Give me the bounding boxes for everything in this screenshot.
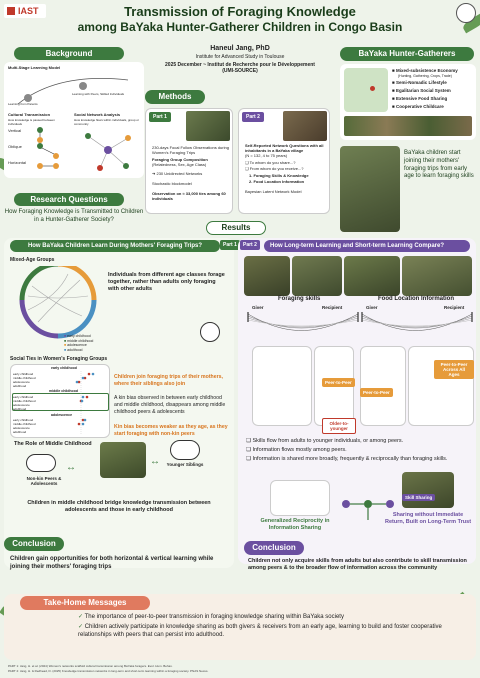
- mc-title: The Role of Middle Childhood: [14, 441, 92, 447]
- mc-arrow-left-icon: ↔: [66, 462, 76, 473]
- legend-item: ■ early childhood: [64, 334, 91, 338]
- learning-peers: Learning with Peers, Skilled Individuals: [72, 92, 125, 96]
- peer-to-peer-badge: Peer-to-Peer: [360, 388, 393, 397]
- takehome-item-1: ✓ The importance of peer-to-peer transmission in foraging knowledge sharing within BaYaka society: [78, 614, 344, 620]
- skill-sharing-label: Skill Sharing: [402, 494, 435, 501]
- bayaka-box: [340, 64, 476, 140]
- recipient-label: Recipient: [322, 305, 343, 310]
- part1-label: Part 1: [149, 112, 171, 122]
- food-plot-panel: [408, 346, 474, 426]
- part2-photo: [292, 256, 342, 296]
- bayaka-item-5: ■ Cooperative Childcare: [392, 104, 444, 109]
- cultural-title: Cultural Transmission: [8, 112, 51, 117]
- part2-line-2: (N = 132, 4 to 75 years): [245, 153, 288, 158]
- part2-line-6: 2. Food Location Information: [249, 179, 305, 184]
- reference-2: PART 2: Jang, H. & Redhead, D. (2025) Knowledge transmission networks in long-term and short-term learning within a foraging society. PNAS Nexus.: [8, 669, 209, 673]
- bayaka-photo-strip: [344, 116, 472, 136]
- part1-photo: [186, 111, 230, 141]
- ties-row: adulthood: [13, 407, 27, 411]
- bullet-icon: ■: [392, 88, 396, 93]
- part2-line-5: 1. Foraging Skills & Knowledge: [249, 173, 309, 178]
- reference-1: PART 1: Jang, H. et al. (2024) Women's networks scaffold cultural transmission among BaYaka foragers. Evol. Hum. Behav.: [8, 664, 173, 668]
- rq-heading: Research Questions: [14, 193, 124, 206]
- bayaka-photo-large: [340, 146, 400, 232]
- bayaka-item-1-sub: (Hunting, Gathering, Crops, Trade): [398, 74, 452, 78]
- reciprocity-network: [270, 480, 330, 516]
- background-box: [4, 62, 144, 178]
- part2-line-4: ❏ From whom do you receive...?: [245, 166, 304, 171]
- part2-photo: [244, 256, 290, 296]
- mc-arrow-right-icon: ↔: [150, 456, 160, 467]
- part1-line-1: 230-days Focal Follow Observations during Women's Foraging Trips: [152, 145, 229, 155]
- peer-to-peer-badge: Peer-to-Peer: [322, 378, 355, 387]
- conclusion2-text: Children not only acquire skills from adults but also contribute to skill transmission among peers & to the broader flow of information across the community: [248, 558, 467, 572]
- map-marker-icon: [370, 86, 375, 91]
- legend-item: ■ adulthood: [64, 347, 83, 352]
- ties-row: middle childhood: [13, 399, 36, 403]
- mc-label-1: Non-kin Peers & Adolescents: [26, 476, 62, 486]
- takehome-item-2: ✓ Children actively participate in knowledge sharing as both givers & receivers from an early age, learning to build and foster cooperative relationships with peers that can persist into adulthood.: [78, 624, 442, 638]
- recipient-label: Recipient: [444, 305, 465, 310]
- model-title: Multi-Stage Learning Model: [8, 65, 61, 70]
- methods-part2-box: [238, 108, 330, 214]
- ties-row: adulthood: [13, 430, 27, 434]
- sharing-without-return: Sharing without Immediate Return, Built on Long-Term Trust: [384, 512, 472, 526]
- ties-row: early childhood: [13, 395, 34, 399]
- takehome-heading: Take-Home Messages: [20, 596, 150, 610]
- part2-line-3: ❏ To whom do you share...?: [245, 160, 296, 165]
- part1-line-4: ➔ 230 Unidirected Networks: [152, 171, 203, 176]
- bayaka-item-1: ■ Mixed-subsistence Economy: [392, 68, 458, 73]
- ties-row: middle childhood: [13, 422, 36, 426]
- bayaka-caption: BaYaka children start joining their mothers' foraging trips from early age to learn foraging skills: [404, 150, 474, 180]
- skills-flow-chart: [246, 312, 360, 340]
- ties-text-2: A kin bias observed in between early childhood and middle childhood, disappears among middle childhood peers & adolescents: [114, 395, 226, 415]
- mixed-title: Mixed-Age Groups: [10, 257, 55, 263]
- transmission-diagram: [32, 126, 72, 174]
- ties-text-1: Children join foraging trips of their mothers, where their siblings also join: [114, 374, 223, 387]
- author-name: Haneul Jang, PhD: [210, 45, 270, 52]
- part2-line-1: Self-Reported Network Questions with all inhabitants in a BaYaka village: [245, 143, 324, 153]
- part2-photo: [283, 111, 327, 141]
- ties-row: adolescence: [13, 380, 30, 384]
- skill-sharing-photo: [402, 472, 454, 508]
- mc-icon-left: [26, 454, 56, 472]
- ties-row: middle childhood: [13, 376, 36, 380]
- mc-icon-right: [170, 440, 200, 460]
- part2-bullet-3: ❏ Information is shared more broadly, frequently & reciprocally than foraging skills.: [246, 456, 448, 462]
- affiliation-2: 2025 December ~ Institut de Recherche pour le Développement: [165, 62, 315, 68]
- ties-title: Social Ties in Women's Foraging Groups: [10, 356, 108, 362]
- author-block: [150, 45, 330, 74]
- page-title-line1: Transmission of Foraging Knowledge: [124, 4, 356, 19]
- bullet-icon: ■: [392, 68, 396, 73]
- part2-heading: How Long-term Learning and Short-term Learning Compare?: [264, 240, 470, 252]
- bayaka-item-4: ■ Extensive Food Sharing: [392, 96, 448, 101]
- part2-bullet-1: ❏ Skills flow from adults to younger individuals, or among peers.: [246, 438, 404, 444]
- conclusion2-heading: Conclusion: [244, 541, 304, 555]
- checkbox-icon: ❏: [246, 456, 253, 462]
- methods-heading: Methods: [145, 90, 205, 104]
- learning-parents: Learning from Parents: [8, 102, 38, 106]
- ties-row: early childhood: [13, 372, 34, 376]
- food-title: Food Location Information: [378, 296, 454, 302]
- cultural-sub: How knowledge is passed between individuals: [8, 118, 55, 126]
- giver-label: Giver: [366, 305, 378, 310]
- ties-group-label: adolescence: [51, 413, 73, 417]
- ties-group-label: middle childhood: [49, 389, 78, 393]
- bayaka-map: [344, 68, 388, 112]
- check-icon: ✓: [78, 624, 85, 630]
- methods-part1-box: [145, 108, 233, 214]
- bayaka-heading: BaYaka Hunter-Gatherers: [340, 47, 474, 61]
- conclusion1-text: Children gain opportunities for both horizontal & vertical learning while joining their mothers' foraging trips: [10, 556, 214, 570]
- oblique-label: Oblique: [8, 144, 22, 149]
- vertical-label: Vertical: [8, 128, 22, 133]
- ties-row: adulthood: [13, 384, 27, 388]
- peer-all-ages-badge: Peer-to-Peer Across All Ages: [434, 360, 474, 379]
- checkbox-icon: ❏: [246, 447, 253, 453]
- bayaka-item-3: ■ Egalitarian Social System: [392, 88, 451, 93]
- giver-label: Giver: [252, 305, 264, 310]
- network-diagram: [78, 126, 140, 176]
- page-title-line2: among BaYaka Hunter-Gatherer Children in Congo Basin: [77, 20, 403, 34]
- affiliation-3: (UMI-SOURCE): [222, 68, 258, 74]
- bullet-icon: ■: [392, 80, 396, 85]
- affiliation-1: Institute for Advanced Study in Toulouse: [195, 54, 285, 60]
- horizontal-label: Horizontal: [8, 160, 27, 165]
- sna-sub: How knowledge flows within individuals, group or community: [74, 118, 140, 126]
- ties-row: adolescence: [13, 426, 30, 430]
- sna-title: Social Network Analysis: [74, 112, 121, 117]
- mixed-legend: [64, 334, 93, 352]
- logo-square-icon: [7, 7, 15, 15]
- part1-line-5: Stochastic blockmodel: [152, 181, 192, 186]
- part1-line-3: (Relatedness, Sex, Age Class): [152, 162, 207, 167]
- skills-title: Foraging skills: [278, 296, 321, 302]
- bayaka-item-2: ■ Semi-Nomadic Lifestyle: [392, 80, 447, 85]
- food-plot-panel: [360, 346, 406, 426]
- bullet-icon: ■: [392, 104, 396, 109]
- part2-photo: [344, 256, 400, 296]
- older-to-younger-badge: Older-to-younger: [322, 418, 356, 434]
- logo-text: IAST: [18, 6, 39, 16]
- background-heading: Background: [14, 47, 124, 60]
- part1-tag: Part 1: [220, 240, 240, 250]
- ties-row: adolescence: [13, 403, 30, 407]
- part1-heading: How BaYaka Children Learn During Mothers' Foraging Trips?: [10, 240, 220, 252]
- part2-photo: [402, 256, 472, 296]
- ties-chart: [10, 364, 110, 438]
- checkbox-icon: ❏: [246, 438, 253, 444]
- foraging-photo-icon: [200, 322, 220, 342]
- seal-logo: [456, 3, 476, 23]
- mc-text: Children in middle childhood bridge knowledge transmission between adolescents and those in early childhood: [27, 500, 211, 514]
- results-label: Results: [206, 221, 266, 235]
- iast-logo: [4, 4, 46, 18]
- rq-text: How Foraging Knowledge is Transmitted to Children in a Hunter-Gatherer Society?: [4, 209, 144, 223]
- bullet-icon: ■: [392, 96, 396, 101]
- part2-bullet-2: ❏ Information flows mostly among peers.: [246, 447, 347, 453]
- food-flow-chart: [360, 312, 474, 340]
- ties-row: early childhood: [13, 418, 34, 422]
- skills-plot-panel: [252, 346, 312, 426]
- check-icon: ✓: [78, 614, 85, 620]
- part1-line-2: Foraging Group Composition: [152, 157, 208, 162]
- legend-item: ■ adolescence: [64, 343, 87, 348]
- conclusion1-heading: Conclusion: [4, 537, 64, 551]
- generalized-reciprocity: Generalized Reciprocity in Information Sharing: [260, 518, 330, 532]
- part1-line-6: Observation on ≈ 33,000 ties among 60 individuals: [152, 191, 226, 201]
- mixed-text: Individuals from different age classes forage together, rather than adults only foraging with other adults: [108, 272, 225, 293]
- part2-tag: Part 2: [240, 240, 260, 250]
- mc-photo: [100, 442, 146, 478]
- ties-dots: [53, 371, 108, 435]
- mc-label-2: Younger Siblings: [166, 462, 204, 467]
- part2-label: Part 2: [242, 112, 264, 122]
- ties-text-3: Kin bias becomes weaker as they age, as they start foraging with non-kin peers: [114, 424, 228, 437]
- ties-group-label: early childhood: [51, 366, 77, 370]
- legend-item: ■ middle childhood: [64, 338, 94, 343]
- part2-line-7: Bayesian Latent Network Model: [245, 189, 302, 194]
